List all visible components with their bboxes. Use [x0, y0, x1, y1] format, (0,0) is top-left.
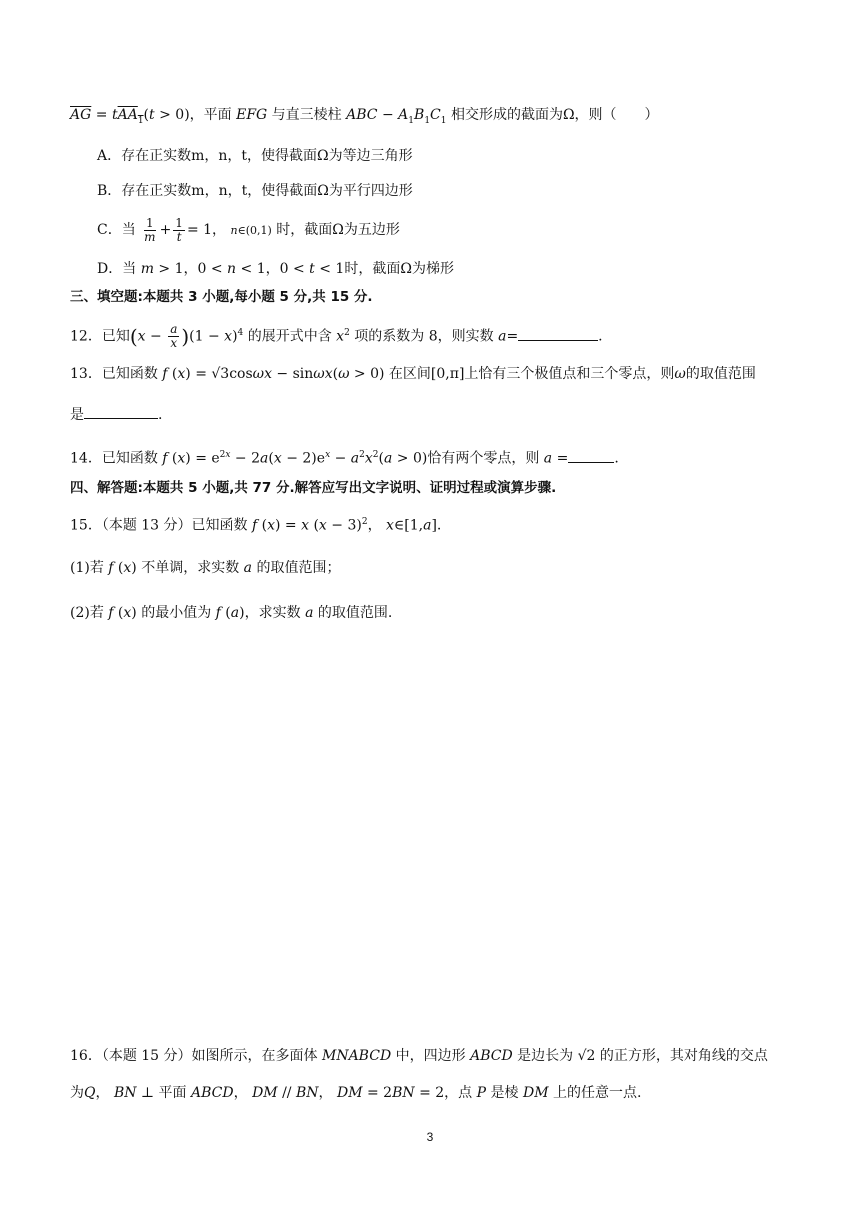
- q16-line2: 为Q， BN ⊥ 平面 ABCD， DM // BN， DM = 2BN = 2，点 P 是棱 DM 上的任意一点.: [70, 1085, 642, 1101]
- q11-option-d: D．当 m > 1，0 < n < 1，0 < t < 1时，截面Ω为梯形: [97, 261, 454, 277]
- q11-option-c: C．当 $\frac{1}{m}$ + $\frac{1}{t}$ = 1， n∈(0,1) 时，截面Ω为五边形: [97, 215, 400, 244]
- q13-line2: 是 .: [70, 404, 162, 425]
- q15-part1: (1)若 f (x) 不单调，求实数 a 的取值范围；: [70, 560, 341, 576]
- q11-option-b: B．存在正实数m，n，t，使得截面Ω为平行四边形: [97, 183, 413, 199]
- q13-answer-blank[interactable]: [84, 404, 158, 419]
- page-number: 3: [426, 1130, 434, 1144]
- q15-part2: (2)若 f (x) 的最小值为 f (a)，求实数 a 的取值范围.: [70, 605, 393, 621]
- section-4-heading: 四、解答题:本题共 5 小题,共 77 分.解答应写出文字说明、证明过程或演算步骤.: [70, 480, 557, 496]
- q12-answer-blank[interactable]: [518, 326, 598, 341]
- q14-answer-blank[interactable]: [568, 448, 614, 463]
- q11-stem: $\overline{AG} = tAA_1(t > 0)$，平面 EFG 与直三棱柱 ABC − $A_1B_1C_1$ 相交形成的截面为Ω，则（ ）: [70, 107, 659, 126]
- section-3-heading: 三、填空题:本题共 3 小题,每小题 5 分,共 15 分.: [70, 289, 373, 305]
- q15-stem: 15．（本题 13 分）已知函数 f (x) = x $(x - 3)^2$， x∈[1,a].: [70, 517, 442, 534]
- q13-line1: 13．已知函数 f (x) = √3cosωx − sinωx(ω > 0) 在区间[0,π]上恰有三个极值点和三个零点，则ω的取值范围: [70, 366, 756, 382]
- q11-option-a: A．存在正实数m，n，t，使得截面Ω为等边三角形: [97, 148, 413, 164]
- q12: 12．已知(x − $\frac{a}{x}$ )$(1 - x)^4$ 的展开式中含 $x^2$ 项的系数为 8，则实数 a= .: [70, 322, 603, 351]
- q14: 14．已知函数 f $(x) = e^{2x} - 2a(x - 2)e^x - a^2x^2(a > 0)$恰有两个零点，则 a = .: [70, 445, 619, 469]
- q16-line1: 16．（本题 15 分）如图所示，在多面体 MNABCD 中，四边形 ABCD 是边长为 √2 的正方形，其对角线的交点: [70, 1048, 768, 1064]
